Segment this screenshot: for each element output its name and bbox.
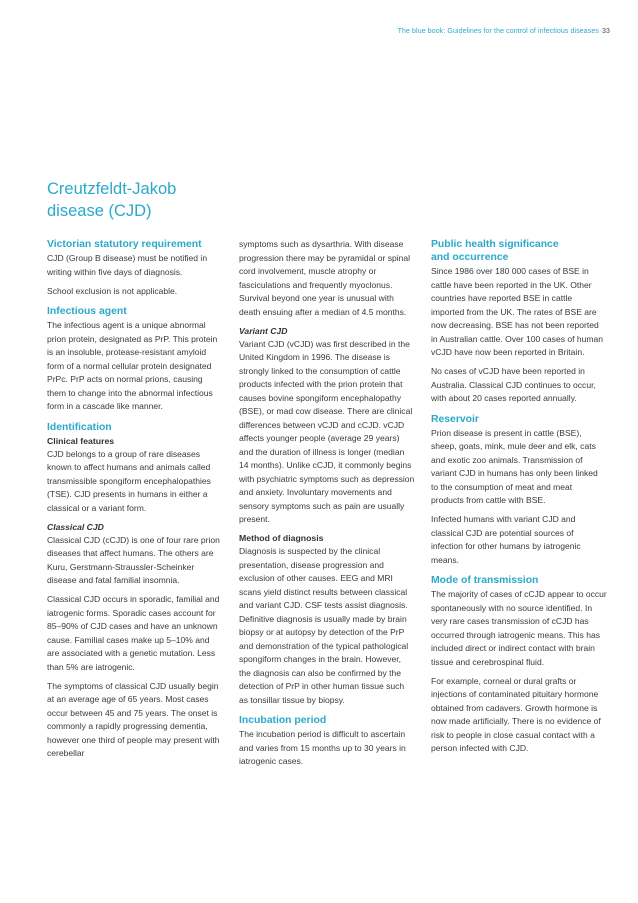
running-title: The blue book: Guidelines for the control of infectious diseases [397, 28, 599, 35]
heading-identification: Identification [47, 421, 112, 433]
heading-mode-of-transmission: Mode of transmission [431, 575, 539, 586]
page-number: 33 [602, 28, 610, 35]
paragraph-symptoms-continued: symptoms such as dysarthria. With disease progression there may be pyramidal or spinal cord involvement, muscle atrophy or fasciculations and frequently myoclonus. Survival beyond one year is unusual with death ensuing after a median of 4.5 months. [239, 239, 411, 317]
heading-incubation-period: Incubation period [239, 715, 327, 726]
paragraph-classical-cjd-3: The symptoms of classical CJD usually begin at an average age of 65 years. Most cases occur between 45 and 75 years. The onset is commonly a rapidly progressing dementia, however one third of people may present with cerebellar [47, 680, 220, 758]
paragraph-public-health-1: Since 1986 over 180 000 cases of BSE in cattle have been reported in the UK. Other countries have reported BSE in cattle imported from the UK. The rates of BSE are now decreasing. BSE has not been reported in Australian cattle. Over 100 cases of human vCJD have now been reported in Britain. [431, 266, 603, 357]
heading-infectious-agent: Infectious agent [47, 306, 127, 317]
subheading-clinical-features: Clinical features [47, 435, 115, 446]
subheading-variant-cjd: Variant CJD [239, 325, 288, 336]
page-title-line-2: disease (CJD) [47, 202, 152, 220]
paragraph-incubation-period: The incubation period is difficult to ascertain and varies from 15 months up to 30 years in iatrogenic cases. [239, 729, 406, 766]
heading-public-health-line-2: and occurrence [431, 252, 509, 263]
paragraph-clinical-features: CJD belongs to a group of rare diseases known to affect humans and animals called transmissible spongiform encephalopathies (TSE). CJD presents in humans in either a classical or a variant form. [47, 448, 211, 513]
page-title [47, 178, 176, 222]
subheading-classical-cjd: Classical CJD [47, 521, 104, 532]
paragraph-classical-cjd-2: Classical CJD occurs in sporadic, familial and iatrogenic forms. Sporadic cases account for 85–90% of CJD cases and have an unknown cause. Familial cases make up 5–10% and are associated with a genetic mutation. Less than 5% are iatrogenic. [47, 594, 220, 672]
heading-public-health-significance [431, 238, 607, 264]
heading-public-health-line-1: Public health significance [431, 239, 559, 250]
paragraph-variant-cjd: Variant CJD (vCJD) was first described in the United Kingdom in 1996. The disease is strongly linked to the consumption of cattle products infected with the prion protein that causes bovine spongiform encephalopathy (BSE), or mad cow disease. There are clinical differences between vCJD and cCJD. vCJD affects younger people (average 29 years) and the duration of illness is longer (median 14 months). Unlike cCJD, it commonly begins with psychiatric symptoms such as depression and anxiety. Involuntary movements and sensory symptoms such as pain are usually present. [239, 338, 415, 524]
paragraph-infectious-agent: The infectious agent is a unique abnormal prion protein, designated as PrP. This protein is an insoluble, protease-resistant amyloid form of a normal cellular protein designated PrPc. PrP acts on normal prions, causing them to change into the abnormal infectious form in a cascade like manner. [47, 320, 218, 411]
subheading-method-of-diagnosis: Method of diagnosis [239, 533, 324, 543]
paragraph-method-of-diagnosis: Diagnosis is suspected by the clinical presentation, disease progression and exclusion of other causes. EEG and MRI scans yield distinct results between classical and variant CJD. CSF tests assist diagnosis. Definitive diagnosis is usually made by brain biopsy or at autopsy by detection of the PrP and demonstration of the typical pathological spongiform changes in the brain. However, the diagnosis can also be confirmed by the detection of PrP in other human tissue such as tonsillar tissue by biopsy. [239, 546, 409, 705]
page-title-line-1: Creutzfeldt-Jakob [47, 180, 177, 198]
heading-reservoir: Reservoir [431, 413, 479, 425]
paragraph-statutory: CJD (Group B disease) must be notified in writing within five days of diagnosis. [47, 253, 208, 277]
running-header [398, 28, 610, 35]
column-3 [431, 238, 607, 761]
column-1 [47, 238, 222, 766]
column-2 [239, 238, 415, 774]
paragraph-school-exclusion: School exclusion is not applicable. [47, 285, 178, 296]
paragraph-public-health-2: No cases of vCJD have been reported in Australia. Classical CJD continues to occur, with about 20 cases reported annually. [431, 366, 596, 403]
paragraph-transmission-1: The majority of cases of cCJD appear to occur spontaneously with no source identified. In very rare cases transmission of cCJD has occurred through iatrogenic means. This has included direct or indirect contact with brain tissue and cerebrospinal fluid. [431, 589, 607, 667]
heading-statutory-requirement: Victorian statutory requirement [47, 239, 202, 250]
paragraph-transmission-2: For example, corneal or dural grafts or injections of contaminated pituitary hormone obtained from cadavers. Growth hormone is now made artificially. There is no evidence of risk to people in close casual contact with a person infected with CJD. [431, 675, 601, 753]
paragraph-reservoir-2: Infected humans with variant CJD and classical CJD are potential sources of infection for other humans by iatrogenic means. [431, 514, 581, 565]
paragraph-reservoir-1: Prion disease is present in cattle (BSE), sheep, goats, mink, mule deer and elk, cats and exotic zoo animals. Transmission of variant CJD in humans has only been linked to the consumption of meat and meat products from cattle with BSE. [431, 427, 598, 505]
paragraph-classical-cjd-1: Classical CJD (cCJD) is one of four rare prion diseases that affect humans. The others are Kuru, Gerstmann-Straussler-Scheinker disease and fatal familial insomnia. [47, 534, 220, 585]
